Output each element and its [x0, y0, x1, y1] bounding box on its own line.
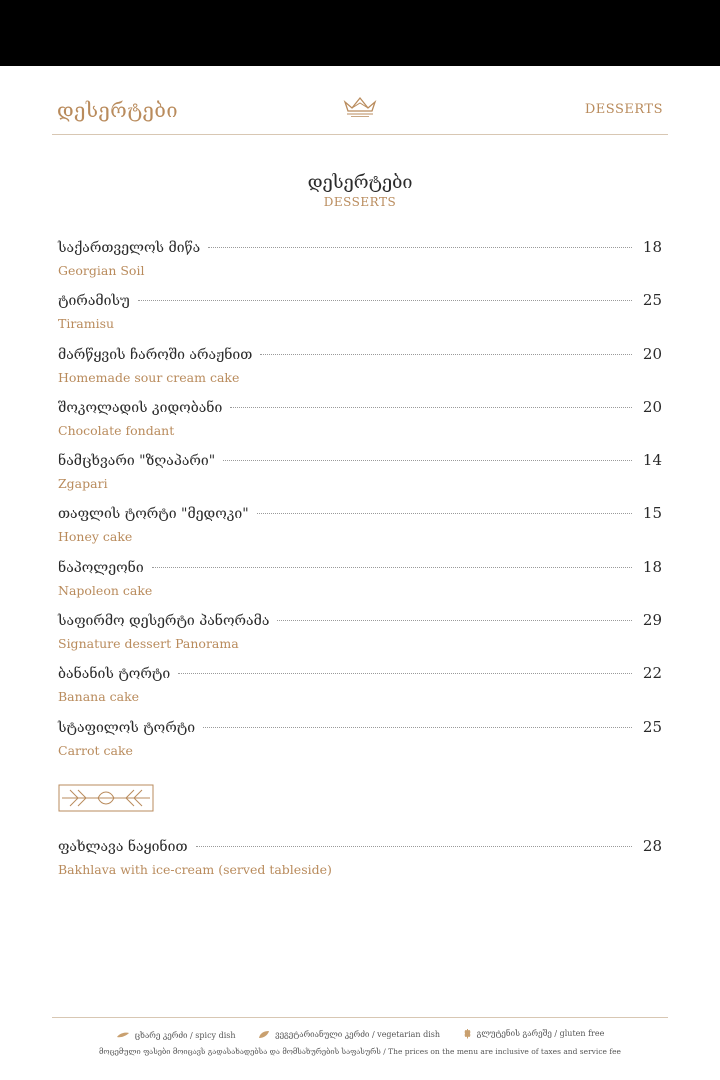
menu-item — [58, 718, 662, 771]
item-price: 20 — [642, 344, 662, 363]
item-price: 18 — [642, 557, 662, 576]
header-divider — [52, 134, 668, 135]
item-name: შოკოლადის კიდობანი — [58, 399, 223, 416]
item-english-name: Signature dessert Panorama — [58, 636, 239, 652]
menu-item — [58, 291, 662, 344]
menu-item — [58, 238, 662, 291]
menu-item — [58, 398, 662, 451]
menu-item — [58, 664, 662, 717]
menu-item — [58, 345, 662, 398]
header-right-title: DESSERTS — [584, 102, 663, 117]
item-name: ნამცხვარი "ზღაპარი" — [58, 453, 216, 470]
legend-vegetarian — [258, 1030, 440, 1039]
legend-spicy — [116, 1031, 236, 1040]
dot-leader — [257, 513, 632, 514]
item-name: თაფლის ტორტი "მედოკი" — [58, 506, 249, 523]
menu-item — [58, 504, 662, 557]
dot-leader — [230, 407, 632, 408]
item-price: 29 — [642, 611, 662, 630]
item-name: ტირამისუ — [58, 293, 130, 310]
item-english-name: Homemade sour cream cake — [58, 369, 240, 385]
top-black-bar — [0, 0, 720, 66]
arrow-ornament-icon — [58, 784, 154, 812]
item-price: 14 — [642, 451, 662, 470]
legend-vegetarian-label: ვეგეტარიანული კერძი / vegetarian dish — [275, 1030, 441, 1039]
dot-leader — [152, 567, 632, 568]
legend-gluten — [463, 1028, 605, 1039]
item-english-name: Tiramisu — [58, 316, 115, 332]
item-english-name: Honey cake — [58, 529, 133, 545]
item-price: 25 — [642, 717, 662, 736]
legend-spicy-label: ცხარე კერძი / spicy dish — [134, 1030, 236, 1040]
leaf-icon — [258, 1030, 270, 1039]
menu-item-extra — [58, 837, 662, 877]
item-price: 22 — [642, 664, 662, 683]
crown-icon — [342, 94, 378, 118]
dot-leader — [208, 247, 632, 248]
item-price: 20 — [642, 397, 662, 416]
section-title: დესერტები — [307, 172, 413, 193]
item-name: სტაფილოს ტორტი — [58, 719, 196, 736]
dot-leader — [196, 846, 633, 847]
legend — [0, 1028, 720, 1041]
item-name: საქართველოს მიწა — [58, 240, 201, 256]
item-price: 25 — [642, 291, 662, 310]
header-left-title: დესერტები — [57, 98, 179, 122]
dot-leader — [260, 354, 632, 355]
dessert-list — [58, 238, 662, 771]
footer-note: მოცემული ფასები მოიცავს გადასახადებსა და მომსახურების საფასურს / The prices on the menu are inclusive of taxes and service fee — [99, 1047, 621, 1056]
item-price: 18 — [642, 238, 662, 256]
item-name: საფირმო დესერტი პანორამა — [58, 613, 270, 630]
item-english-name: Bakhlava with ice-cream (served tableside) — [58, 862, 332, 877]
menu-item — [58, 611, 662, 664]
dot-leader — [277, 620, 632, 621]
item-name: მარწყვის ჩაროში არაჟნით — [58, 346, 253, 363]
chili-icon — [116, 1031, 130, 1039]
menu-item — [58, 558, 662, 611]
menu-item — [58, 451, 662, 504]
item-english-name: Chocolate fondant — [58, 422, 175, 438]
item-name: ნაპოლეონი — [58, 559, 144, 576]
item-english-name: Zgapari — [58, 476, 108, 492]
footer-divider — [52, 1017, 668, 1018]
item-price: 15 — [642, 504, 662, 523]
item-english-name: Banana cake — [58, 689, 140, 705]
wheat-icon — [463, 1028, 472, 1039]
dot-leader — [138, 300, 632, 301]
legend-gluten-label: გლუტენის გარეშე / gluten free — [476, 1029, 605, 1038]
item-price: 28 — [642, 837, 662, 855]
dot-leader — [203, 727, 632, 728]
item-name: ფახლავა ნაყინით — [58, 839, 188, 855]
dot-leader — [178, 673, 632, 674]
item-name: ბანანის ტორტი — [58, 666, 171, 683]
section-subtitle: DESSERTS — [323, 195, 397, 209]
item-english-name: Georgian Soil — [58, 263, 145, 278]
item-english-name: Napoleon cake — [58, 582, 153, 598]
item-english-name: Carrot cake — [58, 742, 133, 758]
dot-leader — [223, 460, 632, 461]
